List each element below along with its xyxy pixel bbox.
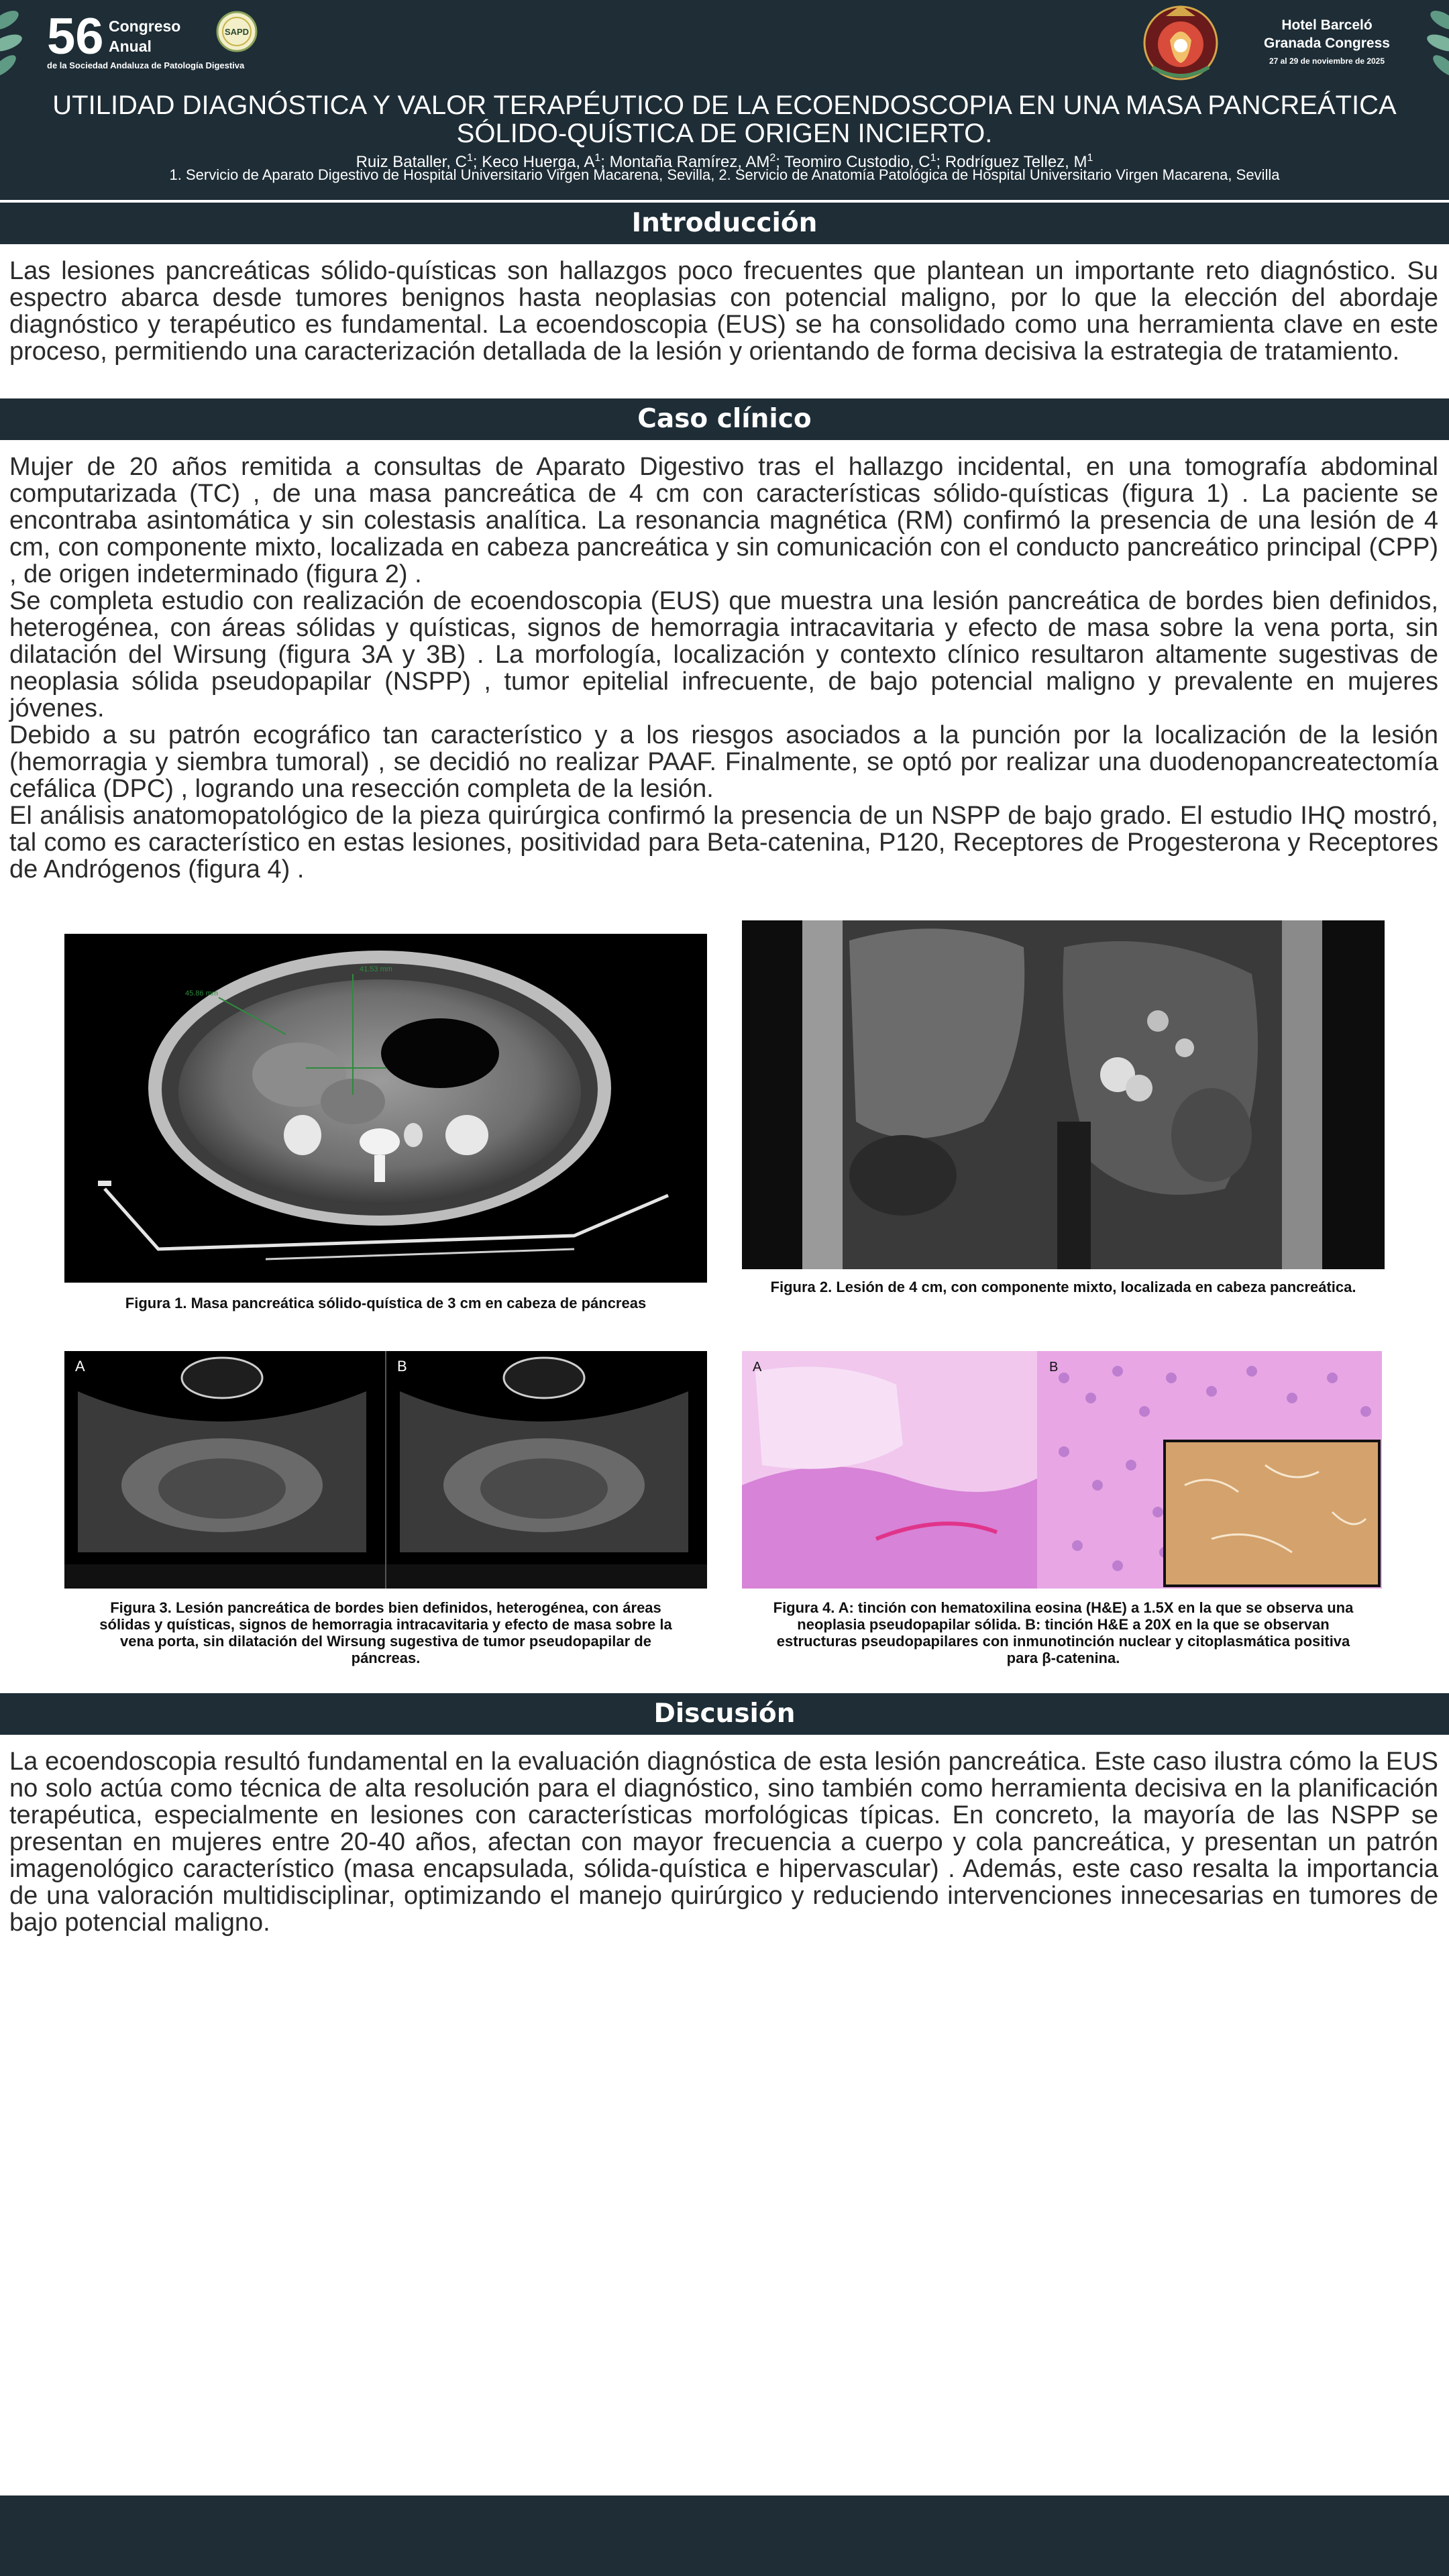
intro-text: Las lesiones pancreáticas sólido-quísticas son hallazgos poco frecuentes que plantean un importante reto diagnóstico. Su espectro abarca desde tumores benignos hasta neoplasias con potencial maligno, por lo que la elección del abordaje diagnóstico y terapéutico es fundamental. La ecoendoscopia (EUS) se ha consolidado como una herramienta clave en este proceso, permitiendo una caracterización detallada de la lesión y orientando de forma decisiva la estrategia de tratamiento. — [9, 257, 1438, 366]
histology-label-b: B — [1049, 1360, 1059, 1375]
venue-name: Hotel Barceló — [1281, 17, 1373, 33]
figure-3-eus-images — [64, 1351, 707, 1589]
section-heading-caso-clinico: Caso clínico — [0, 398, 1449, 440]
author-affiliation-number: 1 — [466, 152, 473, 164]
author-name: Rodríguez Tellez, $M^1$ — [945, 152, 1093, 171]
figure-4-histology-images — [742, 1351, 1382, 1589]
venue-block — [1253, 16, 1401, 66]
congress-number: 56 — [47, 8, 104, 65]
annual-word: Anual — [109, 38, 152, 55]
figure-4-caption: Figura 4. A: tinción con hematoxilina eosina (H&E) a 1.5X en la que se observa una neoplasia pseudopapilar sólida. B: tinción H&E a 20X en la que se observan estructuras pseudopapilares con inmunotinción nuclear y citoplasmática positiva para β-catenina. — [773, 1599, 1354, 1666]
case-paragraph-1: Mujer de 20 años remitida a consultas de Aparato Digestivo tras el hallazgo incidental, en una tomografía abdominal computarizada (TC) , de una masa pancreática de 4 cm con características sólido-quísticas (figura 1) . La paciente se encontraba asintomática y sin colestasis analítica. La resonancia magnética (RM) confirmó la presencia de una lesión de 4 cm, con componente mixto, localizada en cabeza pancreática y sin comunicación con el conducto pancreático principal (CPP) , de origen indeterminado (figura 2) . — [9, 453, 1438, 588]
sapd-badge-label: SAPD — [224, 27, 250, 37]
case-paragraph-3: Debido a su patrón ecográfico tan característico y a los riesgos asociados a la punción por la localización de la lesión (hemorragia y siembra tumoral) , se decidió no realizar PAAF. Finalmente, se optó por realizar una duodenopancreatectomía cefálica (DPC) , logrando una resección completa de la lesión. — [9, 721, 1438, 803]
intro-paragraph — [9, 258, 1438, 365]
author-name: Montaña Ramírez, $AM^2$ — [609, 152, 776, 171]
poster-title: UTILIDAD DIAGNÓSTICA Y VALOR TERAPÉUTICO DE LA ECOENDOSCOPIA EN UNA MASA PANCREÁTICA SÓLIDO-QUÍSTICA DE ORIGEN INCIERTO. — [52, 91, 1397, 148]
section-heading-discusion: Discusión — [0, 1693, 1449, 1735]
society-name: de la Sociedad Andaluza de Patología Digestiva — [47, 60, 245, 70]
figure-2-mri-image — [742, 920, 1385, 1269]
venue-dates: 27 al 29 de noviembre de 2025 — [1269, 56, 1385, 66]
congress-word: Congreso — [109, 17, 181, 35]
eus-label-a: A — [75, 1358, 85, 1375]
author-affiliation-number: 1 — [594, 152, 601, 164]
leaf-decoration-right-icon — [1409, 0, 1449, 80]
case-paragraph-2: Se completa estudio con realización de ecoendoscopia (EUS) que muestra una lesión pancreática de bordes bien definidos, heterogénea, con áreas sólidas y quísticas, signos de hemorragia intracavitaria y efecto de masa sobre la vena porta, sin dilatación del Wirsung (figura 3A y 3B) . La morfología, localización y contexto clínico resultaron altamente sugestivas de neoplasia sólida pseudopapilar (NSPP) , tumor epitelial infrecuente, de bajo potencial maligno y prevalente en mujeres jóvenes. — [9, 587, 1438, 722]
author-list: Ruiz Bataller, $C^1$; Keco Huerga, $A^1$; Montaña Ramírez, $AM^2$; Teomiro Custodio, $C^1$; Rodríguez Tellez, $M^1$ — [356, 152, 1093, 171]
discussion-paragraph — [9, 1748, 1438, 1936]
author-name: Teomiro Custodio, $C^1$ — [784, 152, 936, 171]
figure-3-caption: Figura 3. Lesión pancreática de bordes bien definidos, heterogénea, con áreas sólidas y quísticas, signos de hemorragia intracavitaria y efecto de masa sobre la vena porta, sin dilatación del Wirsung sugestiva de tumor pseudopapilar de páncreas. — [99, 1599, 672, 1666]
author-affiliation-number: 1 — [1087, 152, 1093, 164]
venue-congress: Granada Congress — [1264, 36, 1390, 51]
ct-measure-2: 41.53 mm — [360, 965, 392, 973]
sapd-badge-icon — [216, 11, 258, 52]
case-paragraph-4: El análisis anatomopatológico de la pieza quirúrgica confirmó la presencia de un NSPP de bajo grado. El estudio IHQ mostró, tal como es característico en estas lesiones, positividad para Beta-catenina, P120, Receptores de Progesterona y Receptores de Andrógenos (figura 4) . — [9, 802, 1438, 883]
case-paragraphs — [9, 453, 1438, 883]
figure-1-ct-image — [64, 934, 707, 1283]
author-name: Ruiz Bataller, $C^1$ — [356, 152, 473, 171]
author-affiliation-number: 1 — [930, 152, 936, 164]
poster-footer — [0, 2496, 1449, 2576]
histology-label-a: A — [753, 1360, 762, 1375]
affiliations: 1. Servicio de Aparato Digestivo de Hospital Universitario Virgen Macarena, Sevilla, 2. Servicio de Anatomía Patológica de Hospital Universitario Virgen Macarena, Sevilla — [169, 166, 1280, 183]
section-heading-introduccion: Introducción — [0, 203, 1449, 244]
congress-logo — [47, 7, 275, 74]
granada-emblem-icon — [1139, 3, 1222, 82]
poster-header — [0, 0, 1449, 200]
discussion-text: La ecoendoscopia resultó fundamental en la evaluación diagnóstica de esta lesión pancreática. Este caso ilustra cómo la EUS no solo actúa como técnica de alta resolución para el diagnóstico, sino también como herramienta decisiva en la planificación terapéutica, especialmente en lesiones con características morfológicas típicas. En concreto, la mayoría de las NSPP se presentan en mujeres entre 20-40 años, afectan con mayor frecuencia a cuerpo y cola pancreática, y presentan un patrón imagenológico característico (masa encapsulada, sólida-quística e hipervascular) . Además, este caso resalta la importancia de una valoración multidisciplinar, optimizando el manejo quirúrgico y reduciendo intervenciones innecesarias en tumores de bajo potencial maligno. — [9, 1748, 1438, 1937]
figure-2-caption: Figura 2. Lesión de 4 cm, con componente mixto, localizada en cabeza pancreática. — [770, 1279, 1356, 1295]
figure-1-caption: Figura 1. Masa pancreática sólido-quística de 3 cm en cabeza de páncreas — [125, 1295, 647, 1311]
author-affiliation-number: 2 — [769, 152, 776, 164]
leaf-decoration-left-icon — [0, 0, 40, 80]
author-name: Keco Huerga, $A^1$ — [482, 152, 601, 171]
eus-label-b: B — [397, 1358, 407, 1375]
ct-measure-1: 45.86 mm — [185, 989, 218, 998]
